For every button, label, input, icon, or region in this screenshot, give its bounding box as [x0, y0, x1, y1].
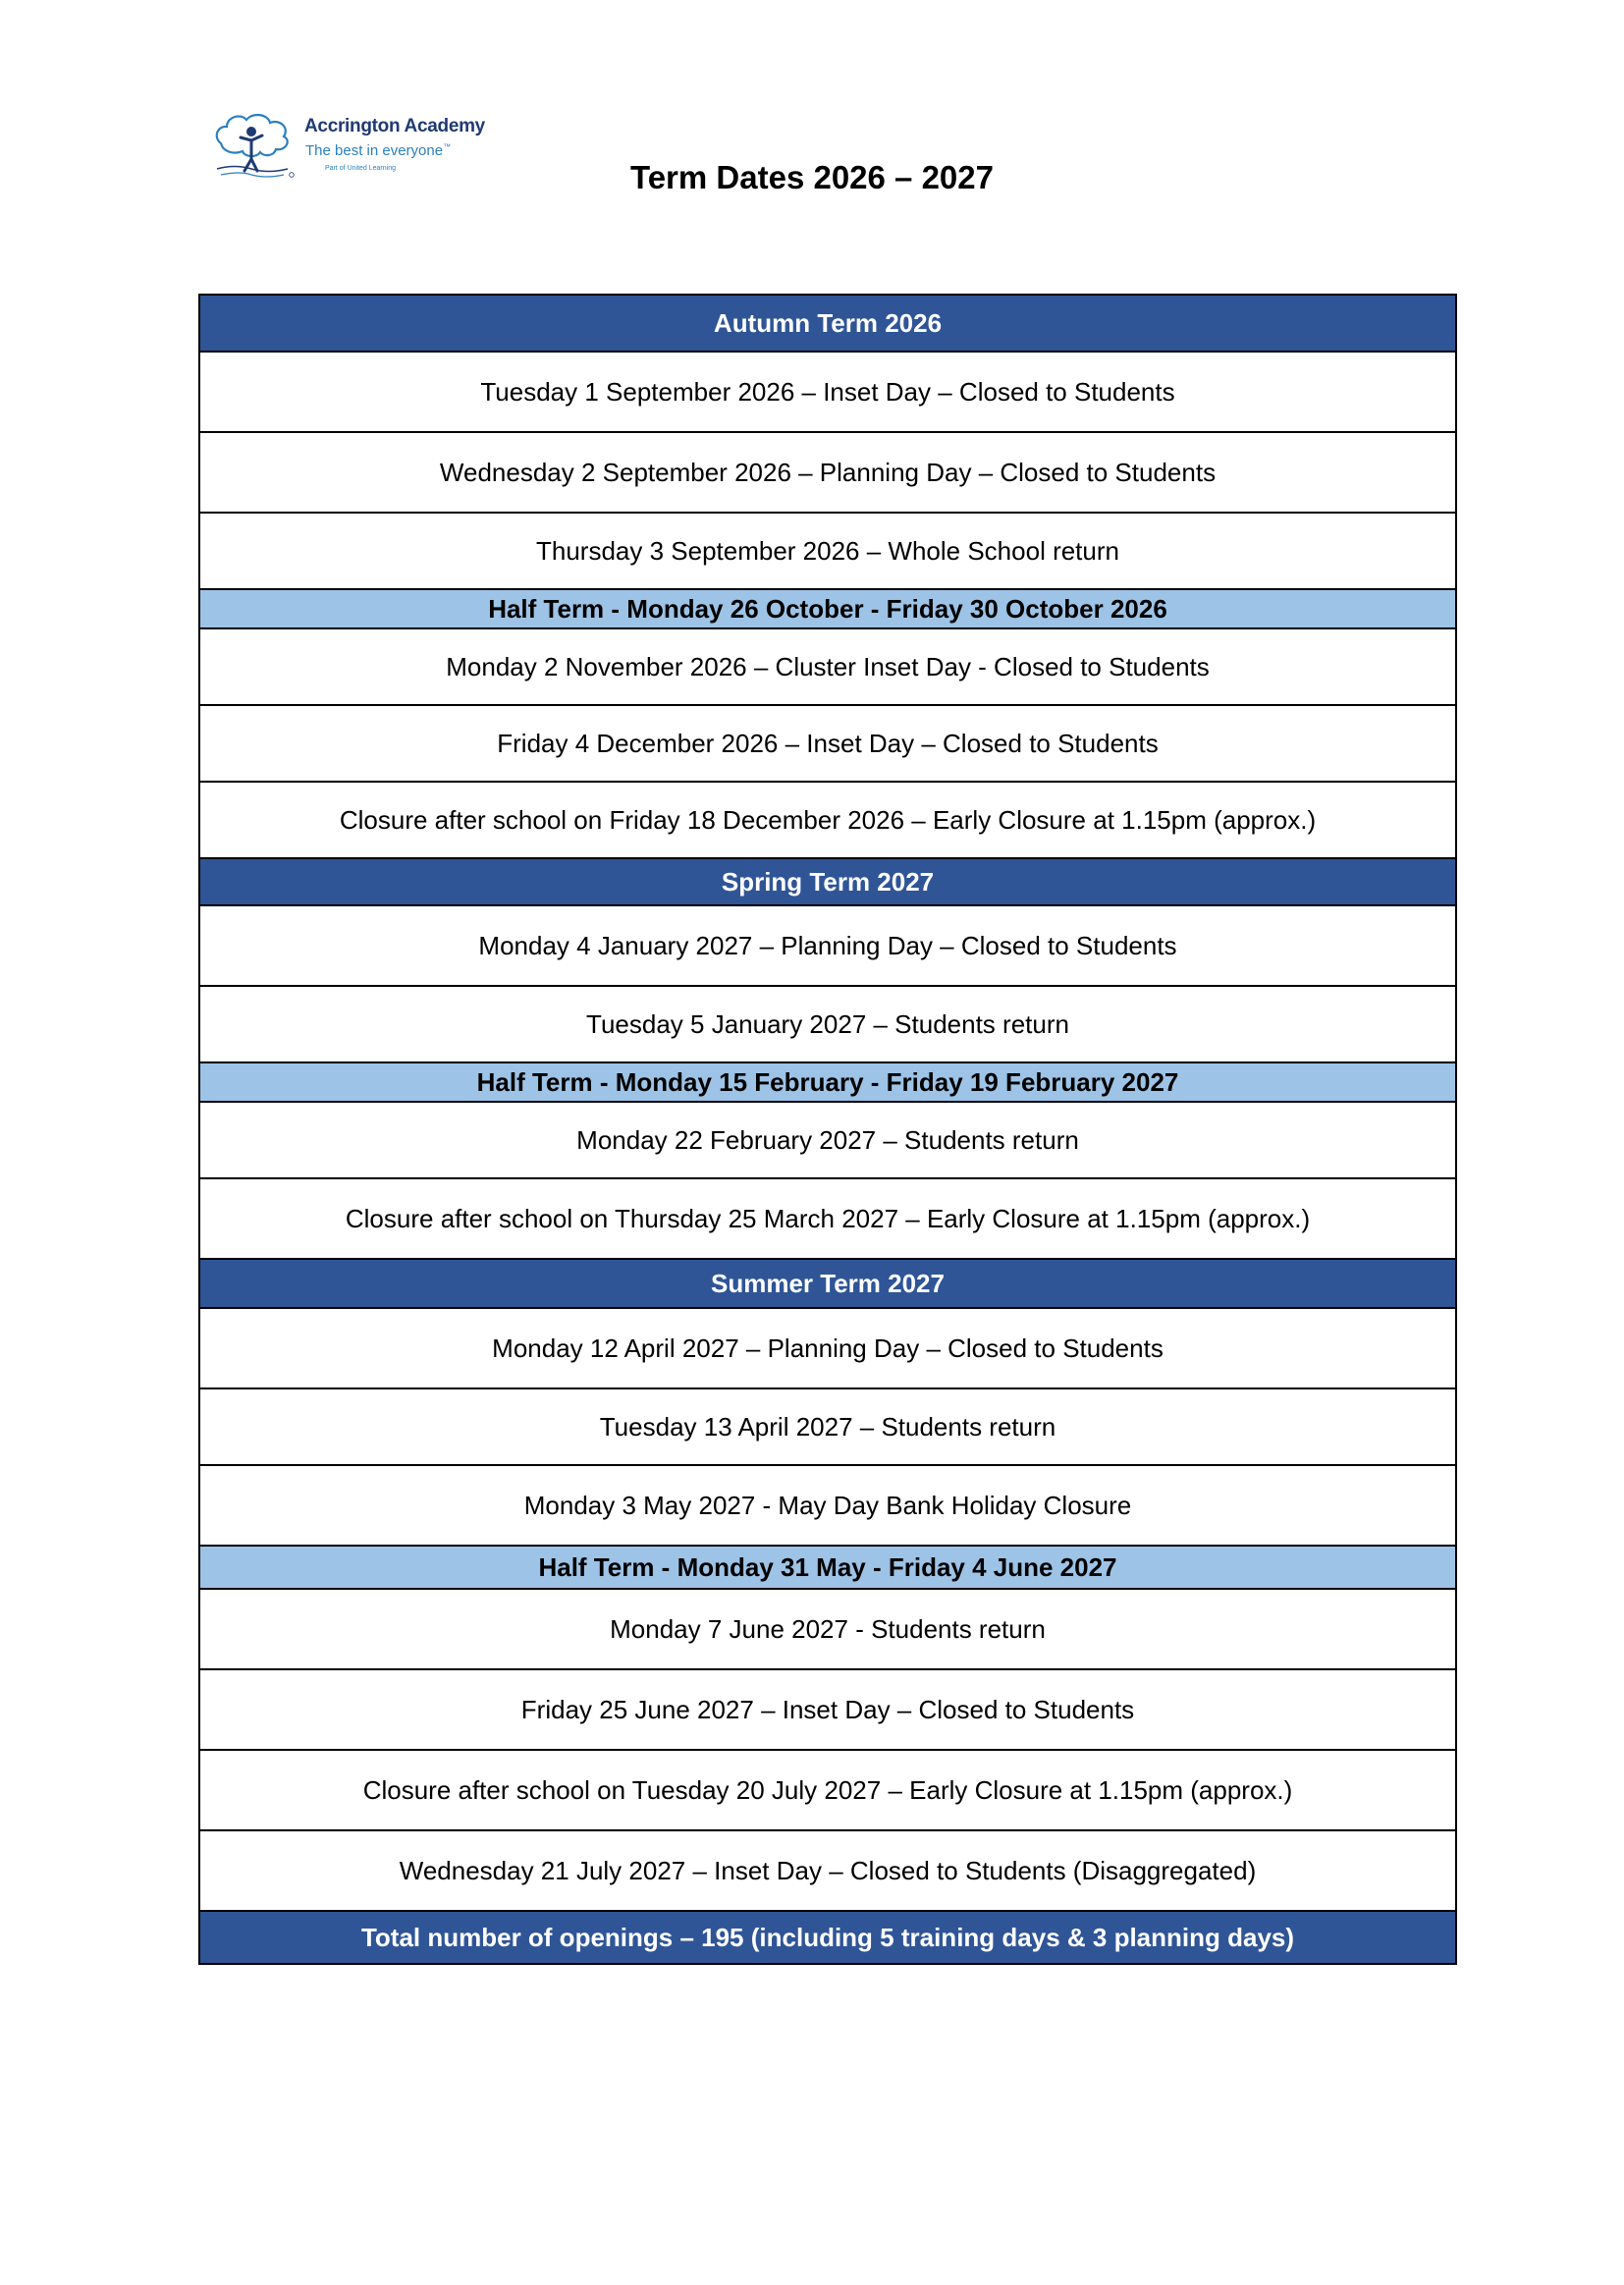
term-header-row — [199, 858, 1456, 905]
half-term-row — [199, 1546, 1456, 1589]
event-cell: Friday 4 December 2026 – Inset Day – Closed to Students — [199, 705, 1456, 782]
logo-tagline — [305, 142, 451, 159]
event-cell: Wednesday 2 September 2026 – Planning Day – Closed to Students — [199, 432, 1456, 513]
table-row — [199, 1102, 1456, 1178]
page-title: Term Dates 2026 – 2027 — [630, 159, 994, 195]
event-cell: Monday 2 November 2026 – Cluster Inset Day - Closed to Students — [199, 628, 1456, 705]
event-cell: Monday 12 April 2027 – Planning Day – Closed to Students — [199, 1308, 1456, 1388]
table-row — [199, 1669, 1456, 1750]
event-cell: Monday 22 February 2027 – Students return — [199, 1102, 1456, 1178]
half-term-cell: Half Term - Monday 15 February - Friday 19 February 2027 — [199, 1062, 1456, 1102]
half-term-cell: Half Term - Monday 26 October - Friday 30 October 2026 — [199, 589, 1456, 628]
term-header-row — [199, 1259, 1456, 1308]
event-cell: Wednesday 21 July 2027 – Inset Day – Closed to Students (Disaggregated) — [199, 1830, 1456, 1911]
term-header-cell: Summer Term 2027 — [199, 1259, 1456, 1308]
event-cell: Monday 3 May 2027 - May Day Bank Holiday Closure — [199, 1465, 1456, 1546]
table-row — [199, 705, 1456, 782]
event-cell: Tuesday 13 April 2027 – Students return — [199, 1388, 1456, 1465]
event-cell: Tuesday 5 January 2027 – Students return — [199, 986, 1456, 1062]
table-row — [199, 782, 1456, 858]
event-cell: Monday 7 June 2027 - Students return — [199, 1589, 1456, 1669]
event-cell: Friday 25 June 2027 – Inset Day – Closed to Students — [199, 1669, 1456, 1750]
event-cell: Tuesday 1 September 2026 – Inset Day – Closed to Students — [199, 352, 1456, 432]
event-cell: Closure after school on Friday 18 December 2026 – Early Closure at 1.15pm (approx.) — [199, 782, 1456, 858]
table-row — [199, 905, 1456, 986]
table-row — [199, 432, 1456, 513]
half-term-row — [199, 1062, 1456, 1102]
term-dates-table — [198, 294, 1457, 1965]
event-cell: Closure after school on Thursday 25 March 2027 – Early Closure at 1.15pm (approx.) — [199, 1178, 1456, 1259]
term-dates-body — [199, 295, 1456, 1964]
half-term-row — [199, 589, 1456, 628]
total-row — [199, 1911, 1456, 1964]
half-term-cell: Half Term - Monday 31 May - Friday 4 June 2027 — [199, 1546, 1456, 1589]
table-row — [199, 1308, 1456, 1388]
table-row — [199, 513, 1456, 589]
table-row — [199, 1388, 1456, 1465]
logo-subtitle: Part of United Learning — [325, 165, 396, 172]
table-row — [199, 1589, 1456, 1669]
logo-trademark: ™ — [443, 142, 452, 151]
table-row — [199, 986, 1456, 1062]
event-cell: Thursday 3 September 2026 – Whole School return — [199, 513, 1456, 589]
logo-tagline-text: The best in everyone — [305, 142, 444, 159]
event-cell: Closure after school on Tuesday 20 July 2027 – Early Closure at 1.15pm (approx.) — [199, 1750, 1456, 1830]
event-cell: Monday 4 January 2027 – Planning Day – Closed to Students — [199, 905, 1456, 986]
term-header-cell: Spring Term 2027 — [199, 858, 1456, 905]
term-header-row — [199, 295, 1456, 352]
logo-name: Accrington Academy — [304, 116, 485, 136]
table-row — [199, 1465, 1456, 1546]
table-row — [199, 1830, 1456, 1911]
table-row — [199, 1750, 1456, 1830]
table-row — [199, 628, 1456, 705]
table-row — [199, 1178, 1456, 1259]
term-header-cell: Autumn Term 2026 — [199, 295, 1456, 352]
total-cell: Total number of openings – 195 (including 5 training days & 3 planning days) — [199, 1911, 1456, 1964]
table-row — [199, 352, 1456, 432]
